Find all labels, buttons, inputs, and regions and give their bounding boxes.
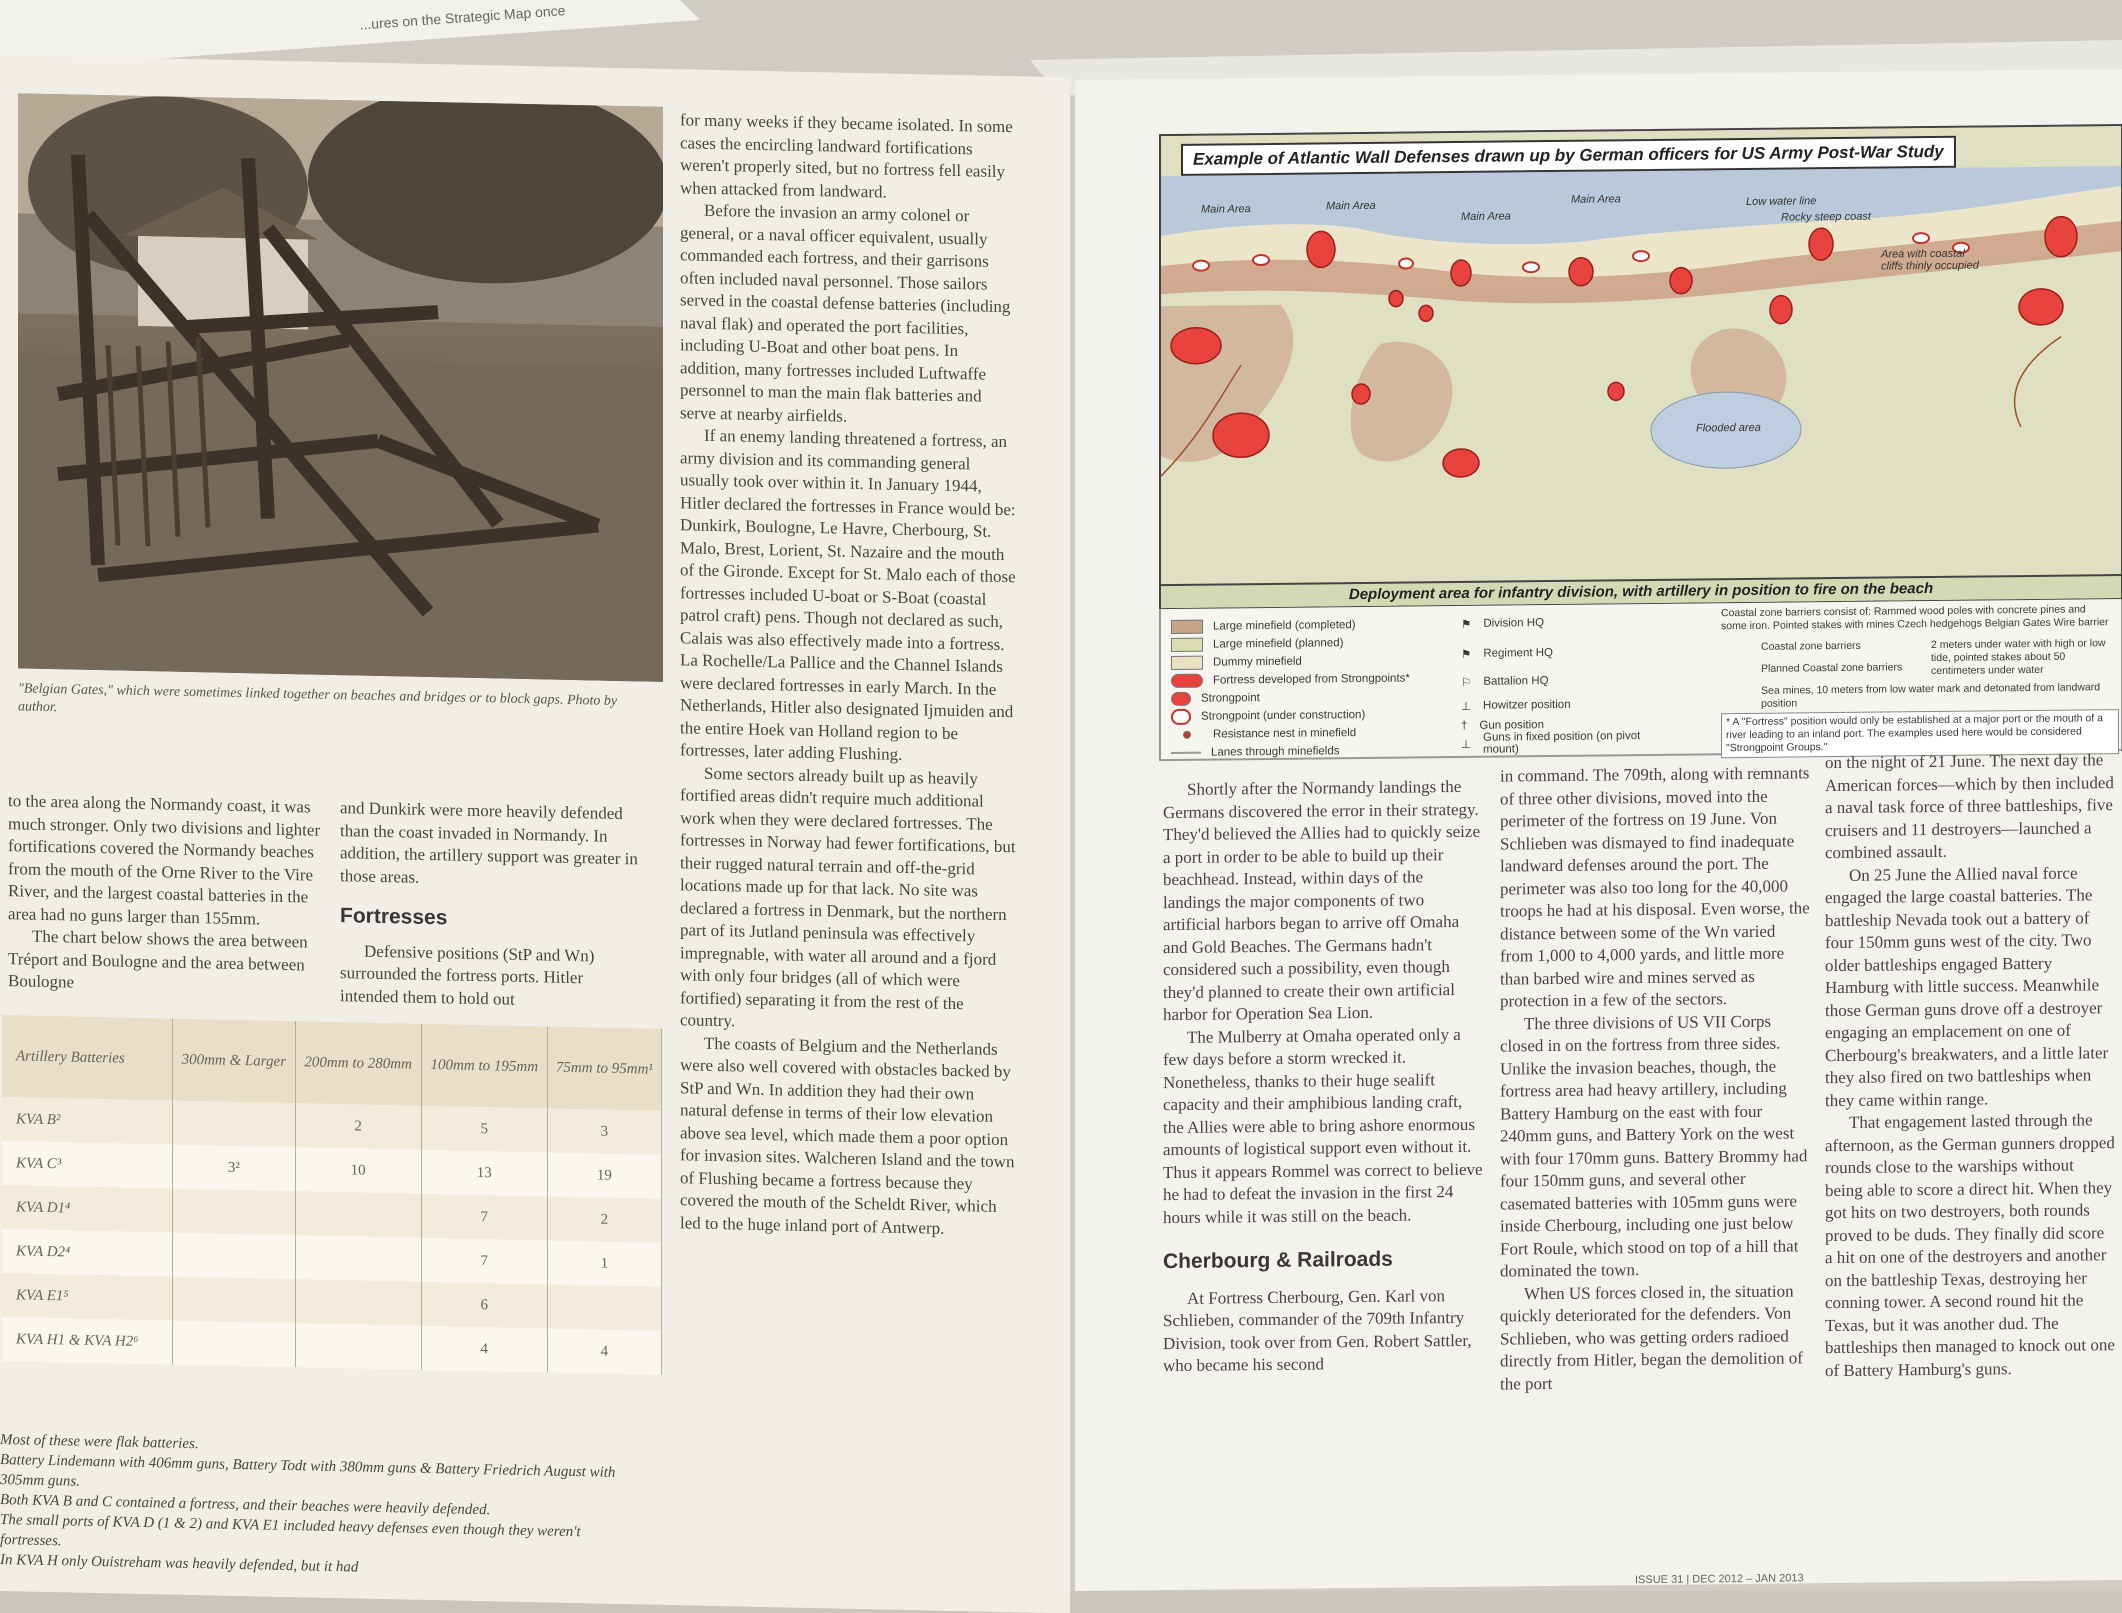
left-col2-para1: and Dunkirk were more heavily defended than the coast invaded in Normandy. In addition, the artillery support was greater in those areas. (340, 798, 638, 887)
legend-label: Gun position (1479, 719, 1544, 732)
legend-label: Regiment HQ (1483, 646, 1553, 660)
legend-item (1171, 741, 1340, 763)
table-header-row (2, 1015, 662, 1111)
legend-label: Lanes through minefields (1211, 745, 1340, 759)
table-cell: 3 (547, 1108, 661, 1154)
table-cell: 19 (547, 1152, 661, 1198)
legend-item (1461, 671, 1549, 692)
left-col3-para2: Before the invasion an army colonel or general, or a naval officer equivalent, usually commanded each fortress, and their garrisons often included naval personnel. Those sailors served in the coastal defense batteries (including naval flak) and operated the port facilities, including U-Boat and other boat pens. In addition, many fortresses included Luftwaffe personnel to man the main flak batteries and serve at nearby airfields. (680, 200, 1011, 426)
legend-label: Large minefield (completed) (1213, 619, 1356, 633)
table-cell (173, 1233, 296, 1280)
legend-swatch (1183, 731, 1191, 739)
legend-item (1461, 732, 1651, 754)
left-col-2 (340, 797, 640, 1013)
table-header-cell: Artillery Batteries (2, 1015, 173, 1101)
legend-item (1461, 613, 1544, 634)
map-title: Example of Atlantic Wall Defenses drawn up by German officers for US Army Post-War Study (1181, 136, 1956, 176)
table-header-cell: 300mm & Larger (173, 1019, 296, 1104)
table-cell (295, 1191, 421, 1238)
photo-caption: "Belgian Gates," which were sometimes linked together on beaches and bridges or to block gaps. Photo by author. (18, 681, 618, 716)
right-col1-para3: At Fortress Cherbourg, Gen. Karl von Schlieben, commander of the 709th Infantry Division, took over from Gen. Robert Sattler, who became his second (1163, 1285, 1472, 1376)
left-page (0, 55, 1070, 1613)
map-label: Area with coastal cliffs thinly occupied (1881, 247, 1979, 273)
map-label: Main Area (1326, 199, 1376, 213)
table-cell: 2 (547, 1196, 661, 1242)
map-label: Main Area (1571, 193, 1621, 206)
right-col3-para1: on the night of 21 June. The next day the American forces—which by then included a naval task force of three battleships, five cruisers and 11 destroyers—launched a combined assault. (1825, 750, 2114, 863)
table-header-cell: 75mm to 95mm¹ (547, 1026, 661, 1110)
table-cell (173, 1277, 296, 1324)
legend-barrier-item: 2 meters under water with high or low tide, pointed stakes about 50 centimeters under water (1931, 637, 2106, 678)
footnote: In KVA H only Ouistreham was heavily defended, but it had (0, 1552, 359, 1576)
table-cell: 4 (421, 1326, 547, 1373)
flag-icon: ⚑ (1461, 648, 1472, 661)
legend-swatch (1171, 620, 1203, 634)
howitzer-icon: ⊥ (1461, 700, 1472, 713)
table-cell: 1 (547, 1240, 661, 1286)
right-col1-para1: Shortly after the Normandy landings the Germans discovered the error in their strategy. They'd believed the Allies had to quickly seize a port in order to be able to build up their beachhead. Instead, within days of the landings the major components of two artificial harbors began to arrive off Omaha and Gold Beaches. The Germans hadn't considered such a possibility, even though they'd planned to create their own artificial harbor for Operation Sea Lion. (1163, 776, 1480, 1025)
legend-label: Division HQ (1483, 617, 1545, 630)
table-cell: KVA H1 & KVA H2⁶ (2, 1317, 173, 1365)
left-col3-para5: The coasts of Belgium and the Netherlands were also well covered with obstacles backed by StP and Wn. In addition they had their own natural defense in terms of their low elevation above sea level, which made them a poor option for invasion sites. Walcheren Island and the town of Flushing became a fortress because they covered the mouth of the Scheldt River, which led to the huge inland port of Antwerp. (680, 1033, 1015, 1238)
left-col3-para1: for many weeks if they became isolated. In some cases the encircling landward fortifications weren't properly sited, but no fortress fell easily when attacked from landward. (680, 110, 1013, 202)
gun-icon: † (1461, 719, 1468, 732)
table-cell: 3² (173, 1145, 296, 1192)
table-header-cell: 200mm to 280mm (295, 1021, 421, 1106)
top-fragment-text: ...ures on the Strategic Map once (359, 2, 566, 33)
legend-swatch (1171, 709, 1191, 725)
table-cell (295, 1235, 421, 1282)
fixed-gun-icon: ⊥ (1461, 738, 1472, 751)
table-cell: 5 (421, 1106, 547, 1153)
right-col1-para2: The Mulberry at Omaha operated only a few days before a storm wrecked it. Nonetheless, thanks to their huge sealift capacity and their amphibious landing craft, the Allies were able to bring ashore enormous amounts of logistical support even without it. Thus it appears Rommel was correct to believe he had to defeat the invasion in the first 24 hours while it was still on the beach. (1163, 1024, 1483, 1227)
table-footnotes (0, 1430, 640, 1583)
legend-swatch (1171, 752, 1201, 754)
legend-item (1461, 643, 1553, 664)
flag-icon: ⚑ (1461, 618, 1472, 631)
belgian-gate-photo (18, 93, 663, 682)
table-cell: 7 (421, 1238, 547, 1285)
map-label: Low water line (1746, 195, 1817, 208)
footnote: Battery Lindemann with 406mm guns, Battery Todt with 380mm guns & Battery Friedrich August with 305mm guns. (0, 1452, 616, 1490)
table-cell: KVA D2⁴ (2, 1229, 173, 1277)
map-label: Main Area (1201, 203, 1251, 216)
right-col2-para1: in command. The 709th, along with remnants of three other divisions, moved into the perimeter of the fortress on 19 June. Von Schlieben was dismayed to find inadequate landward defenses around the port. The perimeter was also too long for the 40,000 troops he had at his disposal. Even worse, the distance between some of the Wn varied from 1,000 to 4,000 yards, and little more than barbed wire and mines served as protection in a few of the sectors. (1500, 763, 1810, 1011)
legend-swatch (1171, 692, 1191, 706)
legend-barrier-item: Coastal zone barriers (1761, 639, 1861, 653)
table-cell (295, 1279, 421, 1326)
legend-swatch (1171, 638, 1203, 652)
legend-label: Resistance nest in minefield (1213, 727, 1357, 741)
right-col-3 (1825, 749, 2115, 1382)
map-label: Rocky steep coast (1781, 210, 1871, 224)
table-cell: 13 (421, 1150, 547, 1197)
page-footer: ISSUE 31 | DEC 2012 – JAN 2013 (1635, 1572, 1804, 1587)
legend-label: Strongpoint (under construction) (1201, 708, 1366, 723)
legend-label: Fortress developed from Strongpoints* (1213, 672, 1410, 687)
left-col-3 (680, 109, 1020, 1241)
left-col-1 (8, 790, 328, 999)
cherbourg-heading: Cherbourg & Railroads (1163, 1247, 1393, 1274)
table-cell (173, 1101, 296, 1148)
legend-swatch (1171, 674, 1203, 688)
table-header-cell: 100mm to 195mm (421, 1024, 547, 1109)
table-cell: KVA D1⁴ (2, 1185, 173, 1233)
atlantic-wall-map (1159, 124, 2122, 610)
table-cell: KVA B² (2, 1097, 173, 1145)
right-col-1 (1163, 776, 1483, 1378)
footnote: Both KVA B and C contained a fortress, and their beaches were heavily defended. (0, 1492, 491, 1519)
table-cell: KVA E1⁵ (2, 1273, 173, 1321)
fortresses-heading: Fortresses (340, 904, 448, 930)
right-page (1075, 69, 2122, 1591)
map-label: Flooded area (1696, 421, 1761, 435)
table-cell: 7 (421, 1194, 547, 1241)
left-col3-para3: If an enemy landing threatened a fortress, an army division and its commanding general usually took over within it. In January 1944, Hitler declared the fortresses in France would be: Dunkirk, Boulogne, Le Havre, Cherbourg, St. Malo, Brest, Lorient, St. Nazaire and the mouth of the Gironde. Except for St. Malo each of those fortresses included U-boat or S-Boat (coastal patrol craft) pens. Though not declared as such, Calais was also effectively made into a fortress. La Rochelle/La Pallice and the Channel Islands were declared fortresses in early March. In the Netherlands, Hitler also designated Ijmuiden and the entire Hoek van Holland region to be fortresses, later adding Flushing. (680, 425, 1016, 764)
left-col1-para1: to the area along the Normandy coast, it was much stronger. Only two divisions and lighter fortifications covered the Normandy beaches from the mouth of the Orne River to the Vire River, and the largest coastal batteries in the area had no guns larger than 155mm. (8, 791, 321, 928)
legend-label: Strongpoint (1201, 692, 1260, 705)
table-cell (173, 1189, 296, 1236)
left-col1-para2: The chart below shows the area between Tréport and Boulogne and the area between Boulogne (8, 926, 308, 992)
artillery-table (2, 1015, 662, 1375)
table-cell (547, 1284, 661, 1330)
legend-note: * A "Fortress" position would only be established at a major port or the mouth of a river leading to an inland port. The examples used here would be considered "Strongpoint Groups." (1721, 709, 2119, 758)
table-cell: 6 (421, 1282, 547, 1329)
table-cell (295, 1323, 421, 1370)
left-col2-para2: Defensive positions (StP and Wn) surrounded the fortress ports. Hitler intended them to hold out (340, 941, 595, 1009)
legend-label: Large minefield (planned) (1213, 637, 1344, 651)
map-label: Main Area (1461, 210, 1511, 223)
right-col3-para3: That engagement lasted through the afternoon, as the German gunners dropped rounds close to the warships without being able to score a direct hit. When they got hits on two destroyers, both rounds proved to be duds. They finally did score a hit on one of the destroyers and another on the battleship Texas, destroying her conning tower. A second round hit the Texas, but it was another dud. The battleships then managed to knock out one of Battery Hamburg's guns. (1825, 1110, 2115, 1380)
table-cell (173, 1321, 296, 1368)
legend-swatch (1171, 656, 1203, 670)
legend-barriers-title: Coastal zone barriers consist of: Rammed wood poles with concrete pines and some iron. Pointed stakes with mines Czech hedgehogs Belgian Gates Wire barrier (1721, 603, 2109, 633)
table-cell: 10 (295, 1147, 421, 1194)
table-cell: 2 (295, 1103, 421, 1150)
footnote: The small ports of KVA D (1 & 2) and KVA E1 included heavy defenses even though they weren't fortresses. (0, 1512, 581, 1550)
flag-icon: ⚐ (1461, 676, 1472, 689)
right-col-2 (1500, 762, 1810, 1395)
map-legend (1159, 599, 2122, 761)
legend-label: Battalion HQ (1483, 675, 1549, 688)
legend-item (1461, 695, 1571, 716)
right-col2-para3: When US forces closed in, the situation quickly deteriorated for the defenders. Von Schlieben, who was getting orders radioed directly from Hitler, began the demolition of the port (1500, 1280, 1803, 1394)
legend-label: Dummy minefield (1213, 655, 1302, 669)
map-graphic (1161, 126, 2121, 608)
legend-barrier-item: Planned Coastal zone barriers (1761, 661, 1903, 675)
legend-label: Guns in fixed position (on pivot mount) (1483, 730, 1641, 756)
legend-label: Howitzer position (1483, 698, 1571, 712)
table-cell: 4 (547, 1328, 661, 1374)
footnote: Most of these were flak batteries. (0, 1432, 199, 1453)
left-col3-para4: Some sectors already built up as heavily fortified areas didn't require much additional work when they were declared fortresses. The fortresses in Norway had fewer fortifications, but their rugged natural terrain and off-the-grid locations made up for that lack. No site was declared a fortress in Denmark, but the northern part of its Jutland peninsula was effectively impregnable, with water all around and a fjord with only four bridges (all of which were fortified) separating it from the rest of the country. (680, 763, 1016, 1031)
map-bottom-label: Deployment area for infantry division, with artillery in position to fire on the beach (1161, 574, 2121, 608)
table-cell: KVA C³ (2, 1141, 173, 1189)
legend-barrier-item: Sea mines, 10 meters from low water mark and detonated from landward position (1761, 681, 2101, 710)
right-col3-para2: On 25 June the Allied naval force engaged the large coastal batteries. The battleship Nevada took out a battery of four 150mm guns west of the city. Two older battleships engaged Battery Hamburg with little success. Meanwhile those German guns drove off a destroyer engaging an emplacement on one of Cherbourg's breakwaters, and a little later they also fired on two battleships when they came within range. (1825, 863, 2109, 1110)
right-col2-para2: The three divisions of US VII Corps closed in on the fortress from three sides. Unlike the invasion beaches, though, the fortress area had heavy artillery, including Battery Hamburg on the east with four 240mm guns, and Battery York on the west with four 170mm guns. Battery Brommy had four 150mm guns, and several other casemated batteries with 105mm guns were inside Cherbourg, including one just below Fort Roule, which stood on top of a hill that dominated the town. (1500, 1011, 1808, 1281)
